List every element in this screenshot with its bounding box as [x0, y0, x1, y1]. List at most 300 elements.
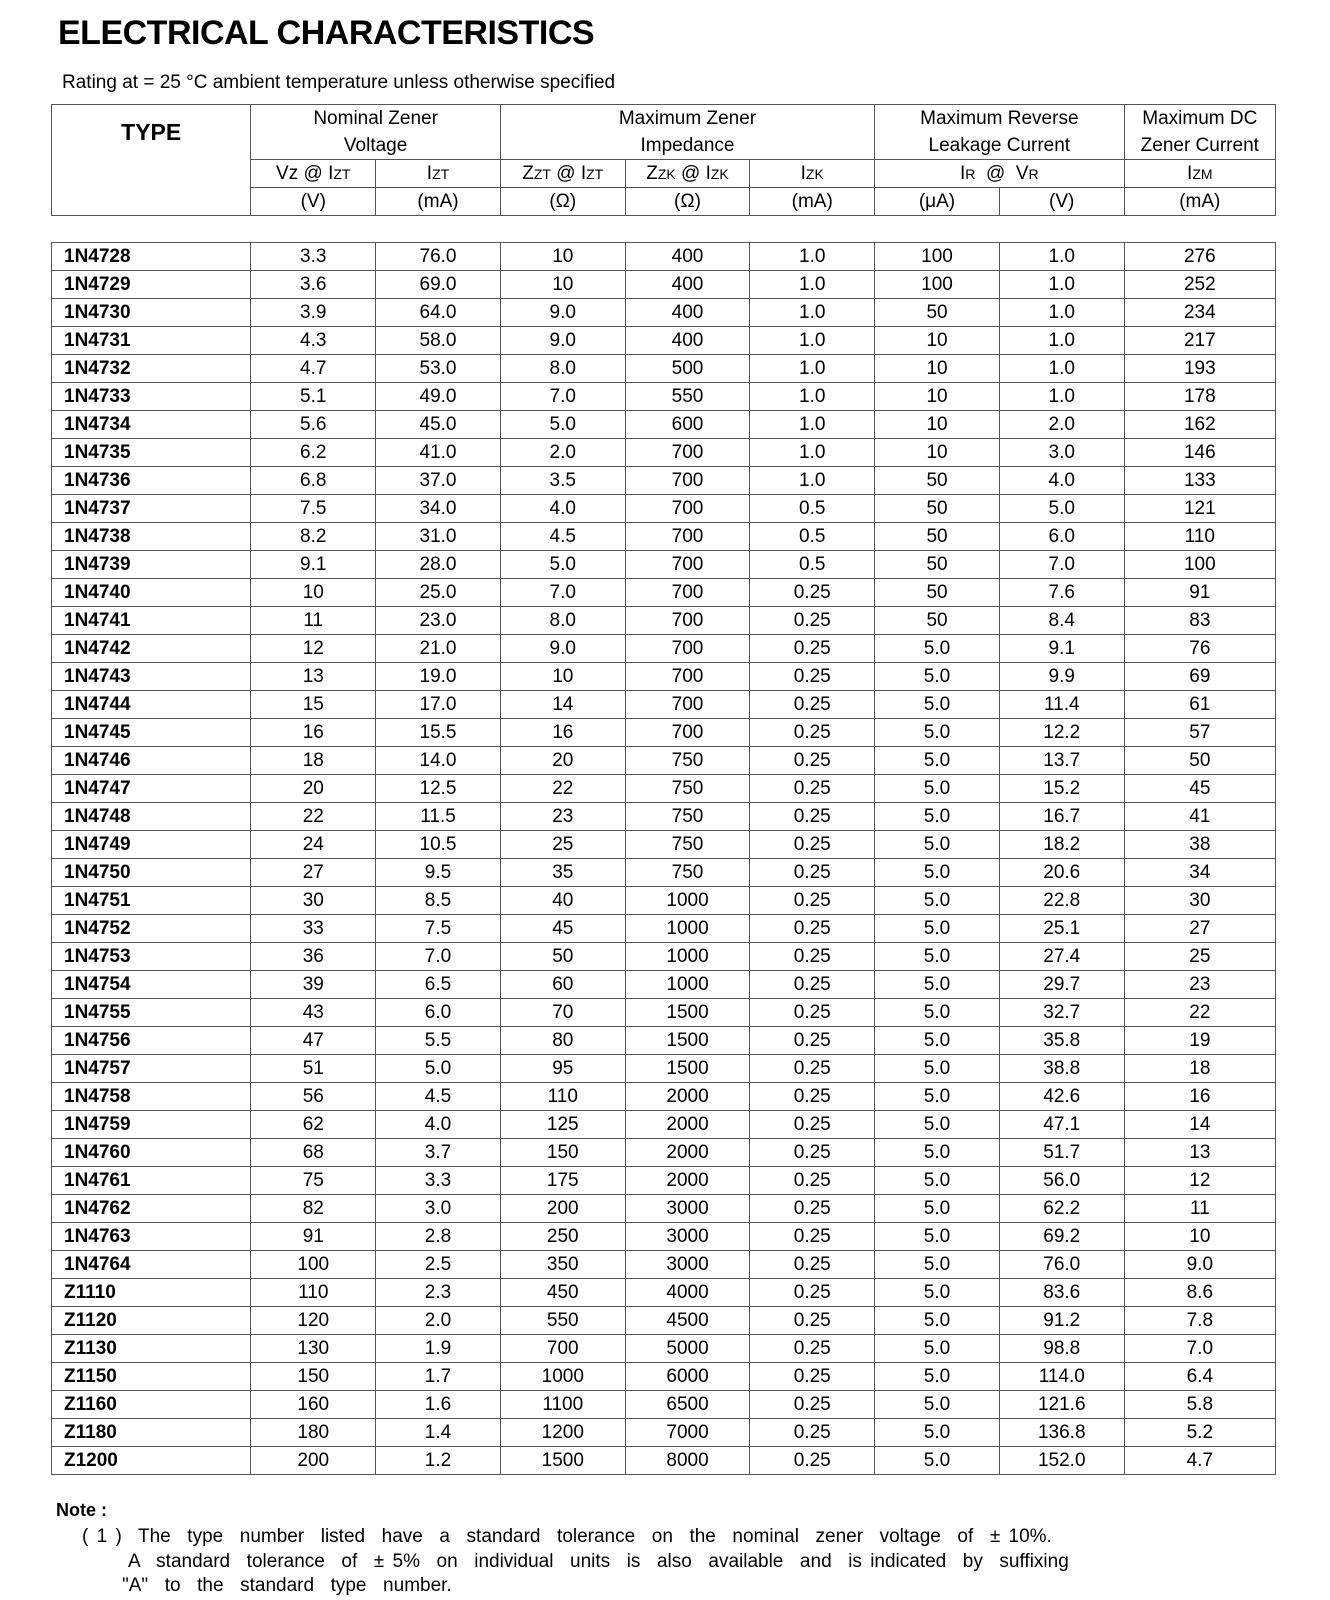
cell-zzt: 110: [500, 1083, 625, 1111]
cell-type: 1N4754: [52, 971, 251, 999]
table-row: [52, 1391, 1276, 1419]
cell-vz: 8.2: [251, 523, 376, 551]
cell-zzk: 700: [625, 691, 750, 719]
table-row: [52, 691, 1276, 719]
table-row: [52, 775, 1276, 803]
characteristics-table: [51, 242, 1276, 1475]
cell-izt: 3.0: [376, 1195, 501, 1223]
cell-zzk: 750: [625, 859, 750, 887]
cell-zzk: 1500: [625, 1027, 750, 1055]
cell-type: 1N4758: [52, 1083, 251, 1111]
cell-zzk: 700: [625, 467, 750, 495]
cell-ir: 5.0: [875, 971, 1000, 999]
cell-vz: 5.1: [251, 383, 376, 411]
cell-ir: 50: [875, 579, 1000, 607]
cell-izt: 4.0: [376, 1111, 501, 1139]
cell-vr: 27.4: [999, 943, 1124, 971]
note-line-1: ( 1 ) The type number listed have a standard tolerance on the nominal zener voltage of ± 10%.: [82, 1526, 1052, 1547]
cell-izk: 1.0: [750, 355, 875, 383]
cell-izm: 30: [1124, 887, 1275, 915]
cell-vz: 6.8: [251, 467, 376, 495]
cell-izk: 0.25: [750, 607, 875, 635]
cell-vz: 4.7: [251, 355, 376, 383]
cell-zzk: 700: [625, 719, 750, 747]
table-row: [52, 1307, 1276, 1335]
cell-ir: 5.0: [875, 1139, 1000, 1167]
cell-zzk: 700: [625, 635, 750, 663]
cell-vr: 42.6: [999, 1083, 1124, 1111]
cell-izk: 1.0: [750, 439, 875, 467]
cell-izt: 1.7: [376, 1363, 501, 1391]
cell-type: 1N4755: [52, 999, 251, 1027]
cell-type: 1N4749: [52, 831, 251, 859]
zzk-symbol: ZZK @ IZK: [625, 160, 750, 188]
cell-izm: 133: [1124, 467, 1275, 495]
cell-izk: 0.25: [750, 579, 875, 607]
cell-izt: 53.0: [376, 355, 501, 383]
cell-izk: 0.25: [750, 663, 875, 691]
cell-izm: 110: [1124, 523, 1275, 551]
table-row: [52, 467, 1276, 495]
cell-vr: 1.0: [999, 271, 1124, 299]
cell-vz: 43: [251, 999, 376, 1027]
cell-ir: 5.0: [875, 1419, 1000, 1447]
cell-ir: 5.0: [875, 887, 1000, 915]
cell-izt: 14.0: [376, 747, 501, 775]
cell-zzt: 23: [500, 803, 625, 831]
cell-izm: 34: [1124, 859, 1275, 887]
cell-vr: 15.2: [999, 775, 1124, 803]
cell-type: 1N4729: [52, 271, 251, 299]
header-table: [51, 104, 1276, 216]
cell-type: 1N4737: [52, 495, 251, 523]
cell-izt: 6.0: [376, 999, 501, 1027]
cell-vr: 1.0: [999, 383, 1124, 411]
cell-zzk: 700: [625, 607, 750, 635]
ir-vr-symbol: IR @ VR: [875, 160, 1124, 188]
cell-vz: 36: [251, 943, 376, 971]
cell-zzk: 6000: [625, 1363, 750, 1391]
cell-izm: 16: [1124, 1083, 1275, 1111]
cell-vr: 4.0: [999, 467, 1124, 495]
cell-izk: 0.25: [750, 831, 875, 859]
unit-ir: (μA): [875, 188, 1000, 216]
cell-vz: 15: [251, 691, 376, 719]
cell-ir: 10: [875, 383, 1000, 411]
cell-zzk: 1500: [625, 1055, 750, 1083]
table-row: [52, 663, 1276, 691]
cell-izm: 14: [1124, 1111, 1275, 1139]
cell-vz: 33: [251, 915, 376, 943]
cell-izk: 0.25: [750, 915, 875, 943]
cell-izt: 2.0: [376, 1307, 501, 1335]
cell-zzk: 750: [625, 803, 750, 831]
cell-ir: 5.0: [875, 1335, 1000, 1363]
cell-ir: 5.0: [875, 1279, 1000, 1307]
unit-zzk: (Ω): [625, 188, 750, 216]
cell-vr: 1.0: [999, 243, 1124, 271]
cell-zzt: 35: [500, 859, 625, 887]
cell-izt: 3.3: [376, 1167, 501, 1195]
cell-vz: 16: [251, 719, 376, 747]
cell-vr: 5.0: [999, 495, 1124, 523]
cell-zzt: 125: [500, 1111, 625, 1139]
cell-ir: 5.0: [875, 1111, 1000, 1139]
page-title: ELECTRICAL CHARACTERISTICS: [58, 14, 595, 52]
table-row: [52, 1335, 1276, 1363]
cell-type: 1N4730: [52, 299, 251, 327]
cell-zzt: 550: [500, 1307, 625, 1335]
cell-zzt: 70: [500, 999, 625, 1027]
cell-izk: 0.25: [750, 887, 875, 915]
cell-zzt: 4.5: [500, 523, 625, 551]
cell-ir: 5.0: [875, 1083, 1000, 1111]
cell-zzk: 400: [625, 271, 750, 299]
cell-vz: 24: [251, 831, 376, 859]
cell-zzt: 700: [500, 1335, 625, 1363]
cell-ir: 10: [875, 439, 1000, 467]
cell-zzt: 2.0: [500, 439, 625, 467]
cell-izm: 50: [1124, 747, 1275, 775]
cell-vz: 3.9: [251, 299, 376, 327]
cell-izt: 5.5: [376, 1027, 501, 1055]
cell-izt: 34.0: [376, 495, 501, 523]
cell-zzk: 600: [625, 411, 750, 439]
cell-izk: 0.25: [750, 1027, 875, 1055]
cell-izk: 1.0: [750, 467, 875, 495]
cell-zzt: 200: [500, 1195, 625, 1223]
cell-vz: 62: [251, 1111, 376, 1139]
cell-zzt: 10: [500, 243, 625, 271]
cell-type: 1N4731: [52, 327, 251, 355]
cell-vz: 7.5: [251, 495, 376, 523]
cell-izt: 41.0: [376, 439, 501, 467]
table-row: [52, 411, 1276, 439]
zzt-symbol: ZZT @ IZT: [500, 160, 625, 188]
cell-vz: 13: [251, 663, 376, 691]
cell-vr: 83.6: [999, 1279, 1124, 1307]
cell-vz: 30: [251, 887, 376, 915]
cell-zzk: 2000: [625, 1111, 750, 1139]
cell-vz: 3.6: [251, 271, 376, 299]
cell-type: 1N4732: [52, 355, 251, 383]
cell-zzt: 8.0: [500, 355, 625, 383]
cell-vr: 7.0: [999, 551, 1124, 579]
cell-izt: 1.2: [376, 1447, 501, 1475]
cell-izm: 193: [1124, 355, 1275, 383]
cell-izt: 19.0: [376, 663, 501, 691]
cell-vr: 136.8: [999, 1419, 1124, 1447]
cell-zzk: 2000: [625, 1083, 750, 1111]
cell-izk: 0.25: [750, 719, 875, 747]
cell-izk: 0.25: [750, 803, 875, 831]
cell-type: Z1150: [52, 1363, 251, 1391]
cell-izt: 31.0: [376, 523, 501, 551]
cell-zzk: 4000: [625, 1279, 750, 1307]
cell-izt: 58.0: [376, 327, 501, 355]
cell-izk: 0.25: [750, 1195, 875, 1223]
cell-ir: 50: [875, 551, 1000, 579]
cell-izk: 0.25: [750, 1391, 875, 1419]
cell-ir: 5.0: [875, 1251, 1000, 1279]
table-row: [52, 803, 1276, 831]
cell-izt: 6.5: [376, 971, 501, 999]
cell-izt: 8.5: [376, 887, 501, 915]
table-row: [52, 299, 1276, 327]
cell-type: Z1110: [52, 1279, 251, 1307]
cell-vr: 18.2: [999, 831, 1124, 859]
cell-ir: 5.0: [875, 1027, 1000, 1055]
cell-zzt: 16: [500, 719, 625, 747]
cell-vr: 25.1: [999, 915, 1124, 943]
table-row: [52, 1027, 1276, 1055]
cell-izm: 121: [1124, 495, 1275, 523]
cell-zzk: 4500: [625, 1307, 750, 1335]
cell-zzk: 400: [625, 243, 750, 271]
cell-izt: 76.0: [376, 243, 501, 271]
cell-ir: 50: [875, 495, 1000, 523]
table-row: [52, 1363, 1276, 1391]
cell-type: 1N4764: [52, 1251, 251, 1279]
cell-zzk: 6500: [625, 1391, 750, 1419]
cell-type: 1N4736: [52, 467, 251, 495]
cell-izk: 0.25: [750, 1223, 875, 1251]
cell-zzk: 700: [625, 495, 750, 523]
cell-ir: 10: [875, 327, 1000, 355]
cell-vr: 38.8: [999, 1055, 1124, 1083]
cell-izk: 1.0: [750, 243, 875, 271]
cell-izm: 38: [1124, 831, 1275, 859]
cell-zzk: 5000: [625, 1335, 750, 1363]
table-row: [52, 1083, 1276, 1111]
cell-zzt: 150: [500, 1139, 625, 1167]
cell-type: 1N4756: [52, 1027, 251, 1055]
cell-izm: 12: [1124, 1167, 1275, 1195]
cell-type: 1N4753: [52, 943, 251, 971]
cell-zzt: 9.0: [500, 299, 625, 327]
cell-izm: 9.0: [1124, 1251, 1275, 1279]
cell-vz: 12: [251, 635, 376, 663]
cell-ir: 5.0: [875, 747, 1000, 775]
cell-ir: 5.0: [875, 663, 1000, 691]
cell-izm: 41: [1124, 803, 1275, 831]
cell-izk: 0.25: [750, 943, 875, 971]
cell-type: 1N4742: [52, 635, 251, 663]
cell-izm: 7.0: [1124, 1335, 1275, 1363]
cell-izk: 0.5: [750, 523, 875, 551]
cell-type: 1N4741: [52, 607, 251, 635]
cell-vr: 3.0: [999, 439, 1124, 467]
cell-izk: 0.25: [750, 1447, 875, 1475]
cell-izt: 49.0: [376, 383, 501, 411]
table-row: [52, 495, 1276, 523]
cell-izk: 0.25: [750, 691, 875, 719]
cell-zzt: 9.0: [500, 327, 625, 355]
cell-type: 1N4745: [52, 719, 251, 747]
cell-izm: 234: [1124, 299, 1275, 327]
cell-ir: 5.0: [875, 1195, 1000, 1223]
cell-izm: 4.7: [1124, 1447, 1275, 1475]
table-row: [52, 1223, 1276, 1251]
cell-izm: 252: [1124, 271, 1275, 299]
cell-izk: 1.0: [750, 383, 875, 411]
cell-zzt: 450: [500, 1279, 625, 1307]
rating-conditions: Rating at = 25 °C ambient temperature unless otherwise specified: [62, 72, 616, 93]
table-row: [52, 1195, 1276, 1223]
cell-type: 1N4763: [52, 1223, 251, 1251]
table-row: [52, 1447, 1276, 1475]
cell-vr: 12.2: [999, 719, 1124, 747]
cell-ir: 50: [875, 467, 1000, 495]
cell-vr: 1.0: [999, 299, 1124, 327]
table-row: [52, 383, 1276, 411]
cell-ir: 5.0: [875, 635, 1000, 663]
cell-zzt: 20: [500, 747, 625, 775]
cell-ir: 50: [875, 299, 1000, 327]
cell-type: 1N4757: [52, 1055, 251, 1083]
cell-izm: 178: [1124, 383, 1275, 411]
cell-zzk: 1000: [625, 971, 750, 999]
cell-vr: 56.0: [999, 1167, 1124, 1195]
dc-current-header-2: Zener Current: [1124, 132, 1275, 160]
table-row: [52, 747, 1276, 775]
cell-type: 1N4728: [52, 243, 251, 271]
cell-izm: 18: [1124, 1055, 1275, 1083]
cell-vz: 68: [251, 1139, 376, 1167]
cell-type: 1N4740: [52, 579, 251, 607]
cell-zzt: 22: [500, 775, 625, 803]
cell-zzk: 550: [625, 383, 750, 411]
cell-izk: 0.25: [750, 999, 875, 1027]
cell-izm: 57: [1124, 719, 1275, 747]
cell-type: 1N4752: [52, 915, 251, 943]
table-row: [52, 1139, 1276, 1167]
table-row: [52, 635, 1276, 663]
cell-vz: 120: [251, 1307, 376, 1335]
cell-zzk: 1000: [625, 887, 750, 915]
cell-type: 1N4739: [52, 551, 251, 579]
cell-zzt: 25: [500, 831, 625, 859]
cell-vr: 69.2: [999, 1223, 1124, 1251]
cell-vz: 47: [251, 1027, 376, 1055]
cell-izk: 0.25: [750, 859, 875, 887]
cell-izm: 83: [1124, 607, 1275, 635]
cell-izm: 22: [1124, 999, 1275, 1027]
cell-zzk: 700: [625, 663, 750, 691]
table-row: [52, 1251, 1276, 1279]
cell-vz: 100: [251, 1251, 376, 1279]
cell-vr: 35.8: [999, 1027, 1124, 1055]
cell-izt: 11.5: [376, 803, 501, 831]
cell-vz: 6.2: [251, 439, 376, 467]
cell-vz: 20: [251, 775, 376, 803]
cell-ir: 5.0: [875, 831, 1000, 859]
cell-izt: 5.0: [376, 1055, 501, 1083]
cell-izm: 11: [1124, 1195, 1275, 1223]
cell-izm: 146: [1124, 439, 1275, 467]
cell-izk: 1.0: [750, 327, 875, 355]
cell-vz: 27: [251, 859, 376, 887]
table-row: [52, 1055, 1276, 1083]
cell-izk: 0.25: [750, 1083, 875, 1111]
cell-izk: 0.25: [750, 775, 875, 803]
cell-type: 1N4761: [52, 1167, 251, 1195]
cell-izk: 0.25: [750, 1363, 875, 1391]
izk-symbol: IZK: [750, 160, 875, 188]
cell-vr: 22.8: [999, 887, 1124, 915]
cell-izm: 162: [1124, 411, 1275, 439]
cell-izt: 37.0: [376, 467, 501, 495]
cell-zzk: 3000: [625, 1223, 750, 1251]
cell-zzt: 350: [500, 1251, 625, 1279]
cell-ir: 5.0: [875, 719, 1000, 747]
cell-vr: 98.8: [999, 1335, 1124, 1363]
cell-izt: 28.0: [376, 551, 501, 579]
cell-vr: 91.2: [999, 1307, 1124, 1335]
note-line-2: A standard tolerance of ± 5% on individual units is also available and is indicated by suffixing: [128, 1551, 1069, 1572]
cell-vz: 82: [251, 1195, 376, 1223]
cell-zzt: 80: [500, 1027, 625, 1055]
cell-vz: 39: [251, 971, 376, 999]
cell-izt: 2.8: [376, 1223, 501, 1251]
cell-zzk: 700: [625, 579, 750, 607]
cell-ir: 5.0: [875, 1447, 1000, 1475]
table-row: [52, 1419, 1276, 1447]
izm-symbol: IZM: [1124, 160, 1275, 188]
type-header-blank: [52, 160, 251, 216]
cell-zzk: 8000: [625, 1447, 750, 1475]
cell-vz: 150: [251, 1363, 376, 1391]
cell-izk: 0.25: [750, 747, 875, 775]
cell-ir: 5.0: [875, 1307, 1000, 1335]
cell-zzt: 5.0: [500, 551, 625, 579]
cell-ir: 5.0: [875, 691, 1000, 719]
impedance-header: Maximum Zener: [500, 105, 874, 133]
cell-vr: 62.2: [999, 1195, 1124, 1223]
cell-zzt: 1200: [500, 1419, 625, 1447]
cell-ir: 5.0: [875, 1167, 1000, 1195]
cell-izm: 91: [1124, 579, 1275, 607]
unit-vr: (V): [999, 188, 1124, 216]
cell-izt: 7.5: [376, 915, 501, 943]
table-row: [52, 915, 1276, 943]
cell-vz: 51: [251, 1055, 376, 1083]
cell-izm: 23: [1124, 971, 1275, 999]
table-row: [52, 579, 1276, 607]
cell-ir: 100: [875, 243, 1000, 271]
cell-type: 1N4762: [52, 1195, 251, 1223]
cell-zzt: 7.0: [500, 579, 625, 607]
cell-izk: 0.25: [750, 1335, 875, 1363]
table-row: [52, 551, 1276, 579]
cell-zzt: 8.0: [500, 607, 625, 635]
cell-izt: 21.0: [376, 635, 501, 663]
cell-zzk: 700: [625, 439, 750, 467]
cell-izt: 17.0: [376, 691, 501, 719]
cell-zzt: 175: [500, 1167, 625, 1195]
table-row: [52, 719, 1276, 747]
cell-izk: 0.25: [750, 1279, 875, 1307]
table-row: [52, 859, 1276, 887]
cell-zzt: 3.5: [500, 467, 625, 495]
cell-izt: 3.7: [376, 1139, 501, 1167]
cell-vr: 11.4: [999, 691, 1124, 719]
cell-izk: 0.5: [750, 551, 875, 579]
cell-izm: 61: [1124, 691, 1275, 719]
leakage-header-2: Leakage Current: [875, 132, 1124, 160]
cell-vz: 130: [251, 1335, 376, 1363]
cell-vr: 51.7: [999, 1139, 1124, 1167]
